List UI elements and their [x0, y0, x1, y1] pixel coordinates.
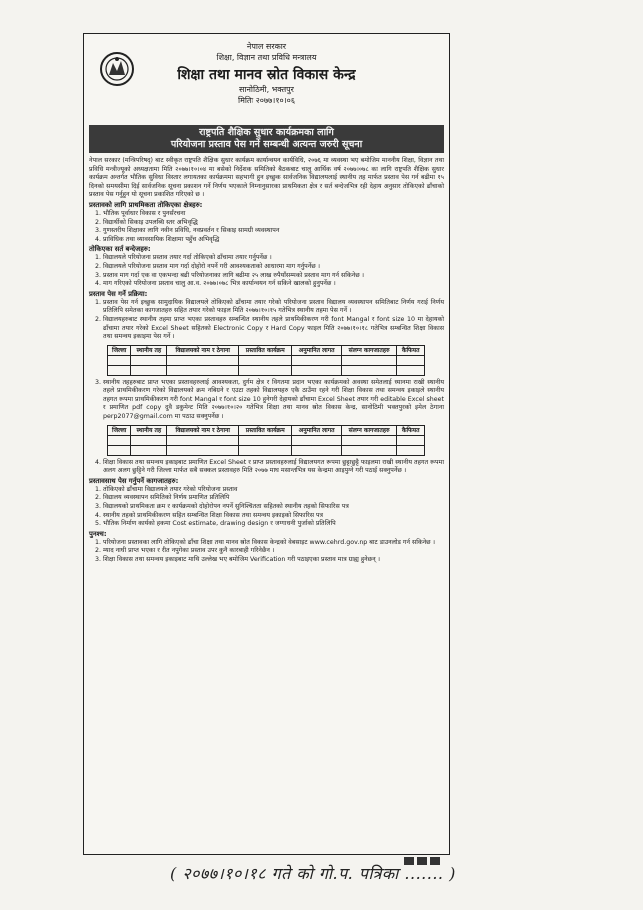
col-local-level: स्थानीय तह	[131, 425, 167, 435]
list-item: 2. विद्यालयहरुबाट स्थानीय तहमा प्राप्त भएका प्रस्तावहरु सम्बन्धित स्थानीय तहले प्राथमिकीकरण गरी font Mangal र font size 10 मा देहायको ढाँचामा तयार गरेको Excel Sheet सहितको Electronic Copy र Hard Copy फाइल मिति २०७७।१०।१८ गतेभित्र सम्बन्धित शिक्षा विकास तथा समन्वय इकाइमा पेस गर्ने ।	[103, 316, 444, 342]
col-proposed-program: प्रस्तावित कार्यक्रम	[239, 425, 292, 435]
list-item: 4. स्थानीय तहको प्राथमिकीकरण सहित सम्बन्धित शिक्षा विकास तथा समन्वय इकाइको सिफारिस पत्र	[103, 512, 444, 521]
postscript-list	[89, 539, 444, 565]
postscript-heading: पुनश्च:	[89, 529, 107, 538]
procedure-list-cont2	[89, 459, 444, 476]
letterhead	[89, 41, 444, 123]
procedure-list	[89, 299, 444, 342]
unit-format-table	[107, 425, 425, 456]
col-remarks: कैफियत	[397, 345, 425, 355]
col-attached-documents: संलग्न कागजातहरु	[341, 345, 397, 355]
list-item: 5. भौतिक निर्माण कार्यको हकमा Cost estimate, drawing design र जग्गाधनी पुर्जाको प्रतिलिपि	[103, 520, 444, 529]
col-estimated-cost: अनुमानित लागत	[292, 425, 341, 435]
list-item: 4. माग गरिएको परियोजना प्रस्ताव चालु आ.व. २०७७।०७८ भित्र कार्यान्वयन गर्न सकिने खालको हुनुपर्नेछ ।	[103, 280, 444, 289]
notice-title-line2: परियोजना प्रस्ताव पेस गर्ने सम्बन्धी अत्यन्त जरुरी सूचना	[170, 139, 363, 150]
priority-areas-heading: प्रस्तावको लागि प्राथमिकता तोकिएका क्षेत्रहरु:	[89, 200, 203, 209]
office-name: शिक्षा तथा मानव स्रोत विकास केन्द्र	[177, 67, 356, 83]
col-remarks: कैफियत	[397, 425, 425, 435]
col-district: जिल्ला	[108, 345, 131, 355]
conditions-list	[89, 254, 444, 288]
nepal-emblem-icon	[99, 51, 135, 87]
list-item: 1. प्रस्ताव पेस गर्न इच्छुक सामुदायिक विद्यालयले तोकिएको ढाँचामा तयार गरेको परियोजना प्रस्ताव विद्यालय व्यवस्थापन समितिबाट निर्णय गराई निर्णय प्रतिलिपि समेतका कागजातहरु सहित तयार गरेको फाइल मिति २०७७।१०।१५ गतेभित्र स्थानीय तहमा पेस गर्ने ।	[103, 299, 444, 316]
list-item: 1. परियोजना प्रस्तावका लागि तोकिएको ढाँचा शिक्षा तथा मानव स्रोत विकास केन्द्रको वेबसाइट www.cehrd.gov.np बाट डाउनलोड गर्न सकिनेछ ।	[103, 539, 444, 548]
list-item: 1. विद्यालयले परियोजना प्रस्ताव तयार गर्दा तोकिएको ढाँचामा तयार गर्नुपर्नेछ ।	[103, 254, 444, 263]
list-item: 3. गुणस्तरीय शिक्षाका लागि नवीन प्रविधि, नवप्रवर्तन र सिकाइ सामग्री व्यवस्थापन	[103, 227, 444, 236]
notice-title-banner	[89, 125, 444, 153]
required-documents-heading: प्रस्तावसाथ पेस गर्नुपर्ने कागजातहरु:	[89, 476, 179, 485]
list-item: 3. विद्यालयको प्राथमिकता क्रम र कार्यक्रमको दोहोरोपन नपर्ने सुनिश्चितता सहितको स्थानीय तहको सिफारिस पत्र	[103, 503, 444, 512]
required-documents-list	[89, 486, 444, 529]
list-item: 2. विद्यालय व्यवस्थापन समितिको निर्णय प्रमाणित प्रतिलिपि	[103, 494, 444, 503]
procedure-heading: प्रस्ताव पेस गर्ने प्रक्रिया:	[89, 289, 148, 298]
col-estimated-cost: अनुमानित लागत	[292, 345, 341, 355]
list-item: 2. म्याद नाघी प्राप्त भएका र रीत नपुगेका प्रस्ताव उपर कुनै कारबाही गरिनेछैन ।	[103, 547, 444, 556]
col-school-name: विद्यालयको नाम र ठेगाना	[167, 425, 239, 435]
handwritten-note: ( २०७७।१०।१८ गते को गो.प. पत्रिका ....... )	[170, 864, 456, 883]
col-attached-documents: संलग्न कागजातहरु	[341, 425, 397, 435]
list-item: 1. भौतिक पूर्वाधार विकास र पुनर्संरचना	[103, 210, 444, 219]
office-address: सानोठिमी, भक्तपुर	[239, 85, 294, 94]
col-district: जिल्ला	[108, 425, 131, 435]
list-item: 3. प्रस्ताव माग गर्दा एक वा एकभन्दा बढी परियोजनाका लागि बढीमा २५ लाख रुपैयाँसम्मको प्रस्ताव माग गर्न सकिनेछ ।	[103, 272, 444, 281]
col-school-name: विद्यालयको नाम र ठेगाना	[167, 345, 239, 355]
notice-sheet	[83, 33, 450, 855]
notice-title-line1: राष्ट्रपति शैक्षिक सुधार कार्यक्रमका लागि	[199, 127, 334, 138]
list-item: 4. शिक्षा विकास तथा समन्वय इकाइबाट प्रमाणित Excel Sheet र प्राप्त प्रस्तावहरुलाई विद्यालयगत रूपमा छुट्टाछुट्टै फाइलमा राखी स्थानीय तहगत रूपमा अलग अलग छुट्टिने गरी जिल्ला मार्फत सबै सक्कल प्रस्तावहरु मिति २०७७ माघ मसान्तभित्र यस केन्द्रमा आइपुग्ने गरी पठाई सक्नुपर्नेछ ।	[103, 459, 444, 476]
local-level-format-table	[107, 345, 425, 376]
table-row	[108, 355, 425, 365]
table-row	[108, 445, 425, 455]
list-item: 1. तोकिएको ढाँचामा विद्यालयले तयार गरेको परियोजना प्रस्ताव	[103, 486, 444, 495]
government-name: नेपाल सरकार	[246, 42, 287, 51]
col-proposed-program: प्रस्तावित कार्यक्रम	[239, 345, 292, 355]
ministry-name: शिक्षा, विज्ञान तथा प्रविधि मन्त्रालय	[216, 53, 317, 62]
table-row	[108, 365, 425, 375]
list-item: 2. विद्यार्थीको सिकाइ उपलब्धि स्तर अभिवृद्धि	[103, 219, 444, 228]
list-item: 3. शिक्षा विकास तथा समन्वय इकाइबाट माथि उल्लेख भए बमोजिम Verification गरी पठाइएका प्रस्ताव मात्र ग्राह्य हुनेछन् ।	[103, 556, 444, 565]
col-local-level: स्थानीय तह	[131, 345, 167, 355]
list-item: 4. प्राविधिक तथा व्यावसायिक शिक्षामा पहुँच अभिवृद्धि	[103, 236, 444, 245]
table-row	[108, 435, 425, 445]
intro-paragraph: नेपाल सरकार (मन्त्रिपरिषद्) बाट स्वीकृत राष्ट्रपति शैक्षिक सुधार कार्यक्रम कार्यान्वयन कार्यविधि, २०७६ मा व्यवस्था भए बमोजिम माननीय शिक्षा, विज्ञान तथा प्रविधि मन्त्रीज्यूको अध्यक्षतामा मिति २०७७।१०।०४ मा बसेको निर्देशक समितिको बैठकबाट चालु आर्थिक वर्ष २०७७।०७८ का लागि राष्ट्रपति शैक्षिक सुधार कार्यक्रम अन्तर्गत भौतिक सुविधा विस्तार लगायतका कार्यक्रममा सहभागी हुन इच्छुक सार्वजनिक विद्यालयलाई स्थानीय तह मार्फत प्रस्ताव पेस गर्न बढीमा १५ दिनको समयसीमा दिई सार्वजनिक सूचना प्रकाशन गर्ने निर्णय भएकाले निम्नानुसारका प्राथमिकता क्षेत्र र सर्त बन्देजभित्र रही देहाय अनुसार तोकिएको ढाँचाको प्रस्ताव पेस गर्नुहुन यो सूचना प्रकाशित गरिएको छ ।	[89, 157, 444, 199]
priority-areas-list	[89, 210, 444, 244]
list-item: 2. विद्यालयले परियोजना प्रस्ताव माग गर्दा दोहोरो नपर्ने गरी आवश्यकताको आधारमा माग गर्नुपर्नेछ ।	[103, 263, 444, 272]
notice-date: मितिः २०७७।१०।०६	[238, 96, 295, 105]
conditions-heading: तोकिएका सर्त बन्देजहरु:	[89, 245, 151, 254]
list-item: 3. स्थानीय तहहरुबाट प्राप्त भएका प्रस्तावहरुलाई आवश्यकता, दुर्गम क्षेत्र र विगतमा प्रदान भएका कार्यक्रमको अवस्था समेतलाई ध्यानमा राखी स्थानीय तहले प्राथमिकीकरण गरेको विद्यालयको क्रम नबिग्रने र एउटा तहको विद्यालयहरु एकै ठाउँमा रहने गरी शिक्षा विकास तथा समन्वय इकाइले स्थानीय तहगत रूपमा प्राथमिकीकरण गरी font Mangal र font size 10 हुनेगरी देहायको ढाँचामा Excel Sheet तयार गरी editable Excel sheet र प्रमाणित pdf copy दुवै डकुमेन्ट मिति २०७७।१०।२० गतेभित्र शिक्षा तथा मानव स्रोत विकास केन्द्र, सानोठिमी भक्तपुरको इमेल ठेगाना perp2077@gmail.com मा पठाउ सक्नुपर्नेछ ।	[103, 379, 444, 422]
procedure-list-cont	[89, 379, 444, 422]
